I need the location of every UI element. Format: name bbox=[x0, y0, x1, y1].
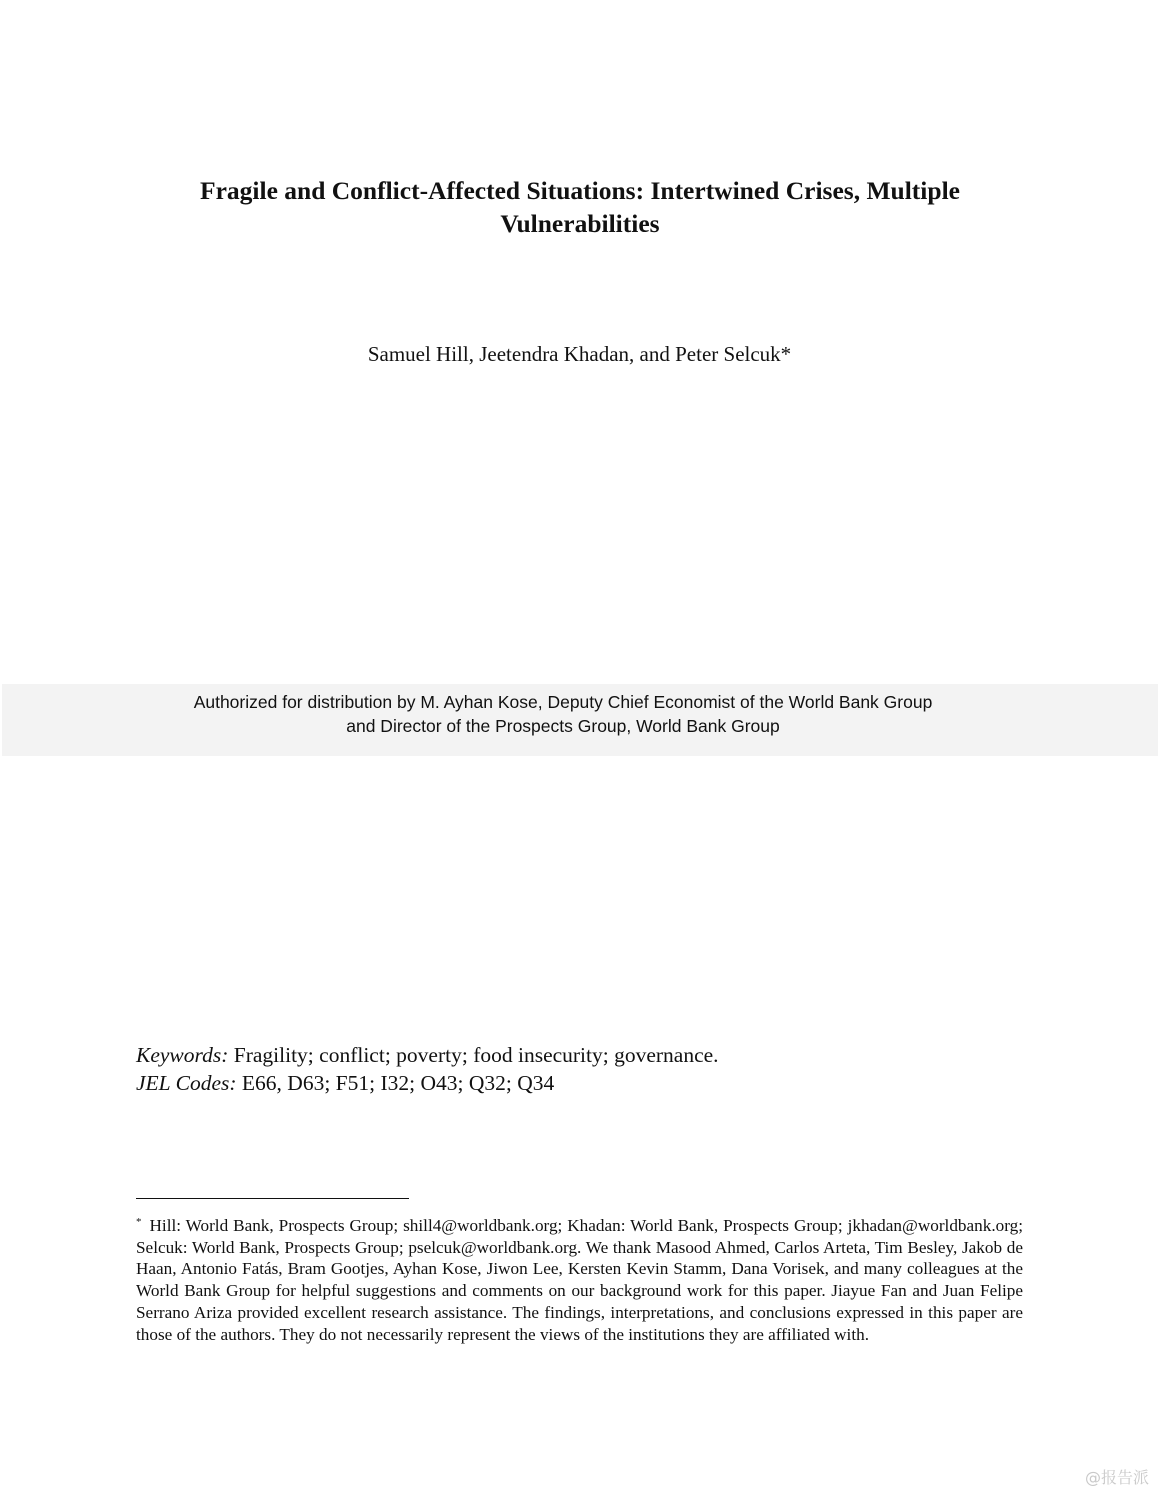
paper-title: Fragile and Conflict-Affected Situations: Intertwined Crises, Multiple Vulnerabilities bbox=[200, 176, 960, 238]
footnote-divider bbox=[136, 1198, 409, 1199]
keywords bbox=[136, 1041, 1036, 1069]
keywords-label: Keywords: bbox=[136, 1043, 229, 1067]
author-list: Samuel Hill, Jeetendra Khadan, and Peter Selcuk* bbox=[367, 342, 792, 366]
watermark: @报告派 bbox=[1084, 1468, 1149, 1487]
keywords-value: Fragility; conflict; poverty; food insecurity; governance. bbox=[228, 1043, 719, 1067]
authorization-line-1: Authorized for distribution by M. Ayhan Kose, Deputy Chief Economist of the World Bank Group bbox=[193, 692, 933, 712]
footnote-marker: * bbox=[136, 1216, 142, 1228]
footnote-text: Hill: World Bank, Prospects Group; shill4@worldbank.org; Khadan: World Bank, Prospects Group; jkhadan@worldbank.org; Selcuk: World Bank, Prospects Group; pselcuk@worldbank.org. We thank Masood Ahmed, Carlos Arteta, Tim Besley, Jakob de Haan, Antonio Fatás, Bram Gootjes, Ayhan Kose, Jiwon Lee, Kersten Kevin Stamm, Dana Vorisek, and many colleagues at the World Bank Group for helpful suggestions and comments on our background work for this paper. Jiayue Fan and Juan Felipe Serrano Ariza provided excellent research assistance. The findings, interpretations, and conclusions expressed in this paper are those of the authors. They do not necessarily represent the views of the institutions they are affiliated with. bbox=[136, 1216, 1023, 1344]
jel-codes-label: JEL Codes: bbox=[136, 1071, 237, 1095]
author-footnote bbox=[136, 1212, 1023, 1345]
jel-codes bbox=[136, 1069, 1036, 1097]
authorization-note bbox=[0, 690, 1126, 738]
authorization-line-2: and Director of the Prospects Group, World Bank Group bbox=[346, 716, 780, 736]
jel-codes-value: E66, D63; F51; I32; O43; Q32; Q34 bbox=[236, 1071, 555, 1095]
